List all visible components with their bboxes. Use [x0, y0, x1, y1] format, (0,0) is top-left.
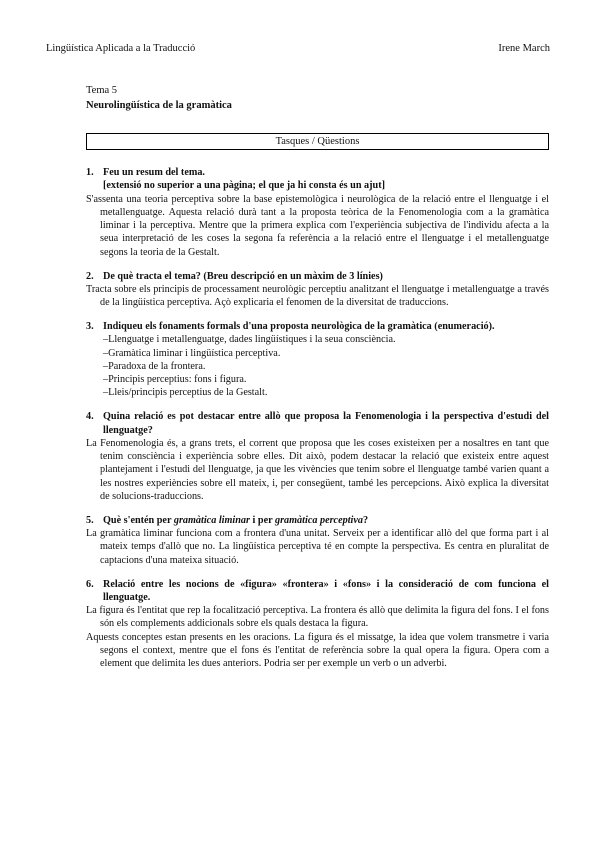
question-number: 6. [86, 578, 94, 590]
answer-list [86, 333, 549, 399]
topic-block [86, 83, 232, 113]
question-number: 1. [86, 167, 94, 178]
answer-text: La gramàtica liminar funciona com a frontera d'una unitat. Serveix per a identificar allò del que forma part i al mateix temps d'allò que no. La lingüística perceptiva té en compte la perspectiva. Es centra en pluralitat de captacions d'una mateixa situació. [86, 528, 549, 566]
answer-text: Aquests conceptes estan presents en les oracions. La figura és el missatge, la idea que volem transmetre i varia segons el context, mentre que el fons és l'entitat de referència sobre la qual opera la figura. Opera com a element que delimita les dues anteriors. Podria ser per exemple un verb o un adverbi. [86, 631, 549, 670]
answer-text: La figura és l'entitat que rep la focalització perceptiva. La frontera és allò que delimita la figura del fons. I el fons són els complements addicionals sobre els quals destaca la figura. [86, 605, 549, 630]
term-perceptiva: gramàtica perceptiva [274, 514, 363, 526]
question-title: Feu un resum del tema. [103, 167, 205, 178]
topic-number: Tema 5 [86, 85, 118, 96]
question-5 [86, 514, 549, 567]
question-6 [86, 578, 549, 671]
question-number: 2. [86, 270, 94, 282]
question-title: Quina relació es pot destacar entre allò que proposa la Fenomenologia i la perspectiva d'estudi del llenguatge? [103, 411, 549, 436]
header-course: Lingüística Aplicada a la Traducció [46, 43, 196, 54]
question-3 [86, 320, 549, 400]
tasks-box: Tasques / Qüestions [86, 133, 549, 150]
title-part: Què s'entén per [103, 514, 174, 526]
answer-text: La Fenomenologia és, a grans trets, el corrent que proposa que les coses existeixen per a nosaltres en tant que tenim consciència i experiència sobre elles. Dit això, podem destacar la relació que existeix entre aquest plantejament i l'estudi del llenguatge, ja que les vivències que tenim sobre el llenguatge també varien quant a les nostres experiències sobre ell mateix, i, per consegüent, també les percepcions. Això explica la diversitat de solucions-traduccions. [86, 437, 549, 503]
header-author: Irene March [498, 43, 550, 54]
question-number: 3. [86, 320, 94, 332]
list-item: –Lleis/principis perceptius de la Gestalt. [103, 387, 268, 399]
question-title: De què tracta el tema? (Breu descripció en un màxim de 3 línies) [103, 270, 383, 282]
question-2 [86, 270, 549, 310]
title-part: ? [362, 514, 369, 526]
list-item: –Gramàtica liminar i lingüística perceptiva. [103, 347, 281, 359]
list-item: –Principis perceptius: fons i figura. [103, 374, 247, 386]
title-part: i per [249, 514, 275, 526]
list-item: –Llenguatge i metallenguatge, dades lingüístiques i la seua consciència. [103, 334, 396, 346]
question-4 [86, 410, 549, 503]
term-liminar: gramàtica liminar [173, 514, 250, 526]
answer-text: S'assenta una teoria perceptiva sobre la base epistemològica i neurològica de la relació entre el llenguatge i el metallenguatge. Aquesta relació durà tant a la proposta teòrica de la Fenomenologia com a la gramàtica liminar i la perceptiva. Mentre que la primera explica com l'experiència subjectiva de l'individu afecta a la seua interpretació de les coses la segona fa referència a la relació entre el llenguatge i el metallenguatge segons la teoria de la Gestalt. [86, 193, 549, 258]
question-subtitle: [extensió no superior a una pàgina; el que ja hi consta és un ajut] [103, 180, 385, 192]
question-title: Indiqueu els fonaments formals d'una proposta neurològica de la gramàtica (enumeració). [103, 320, 495, 332]
question-1 [86, 166, 549, 259]
question-list [86, 166, 549, 681]
answer-text: Tracta sobre els principis de processament neurològic perceptiu analitzant el llenguatge i metallenguatge a través de la lingüística perceptiva. Açò explicaria el fenomen de la diversitat de traduccions. [86, 283, 549, 309]
question-number: 4. [86, 411, 94, 423]
list-item: –Paradoxa de la frontera. [103, 360, 206, 372]
question-number: 5. [86, 514, 94, 526]
question-title [103, 514, 549, 527]
topic-title: Neurolingüística de la gramàtica [86, 100, 232, 111]
question-title: Relació entre les nocions de «figura» «frontera» i «fons» i la consideració de com funciona el llenguatge. [103, 578, 549, 603]
